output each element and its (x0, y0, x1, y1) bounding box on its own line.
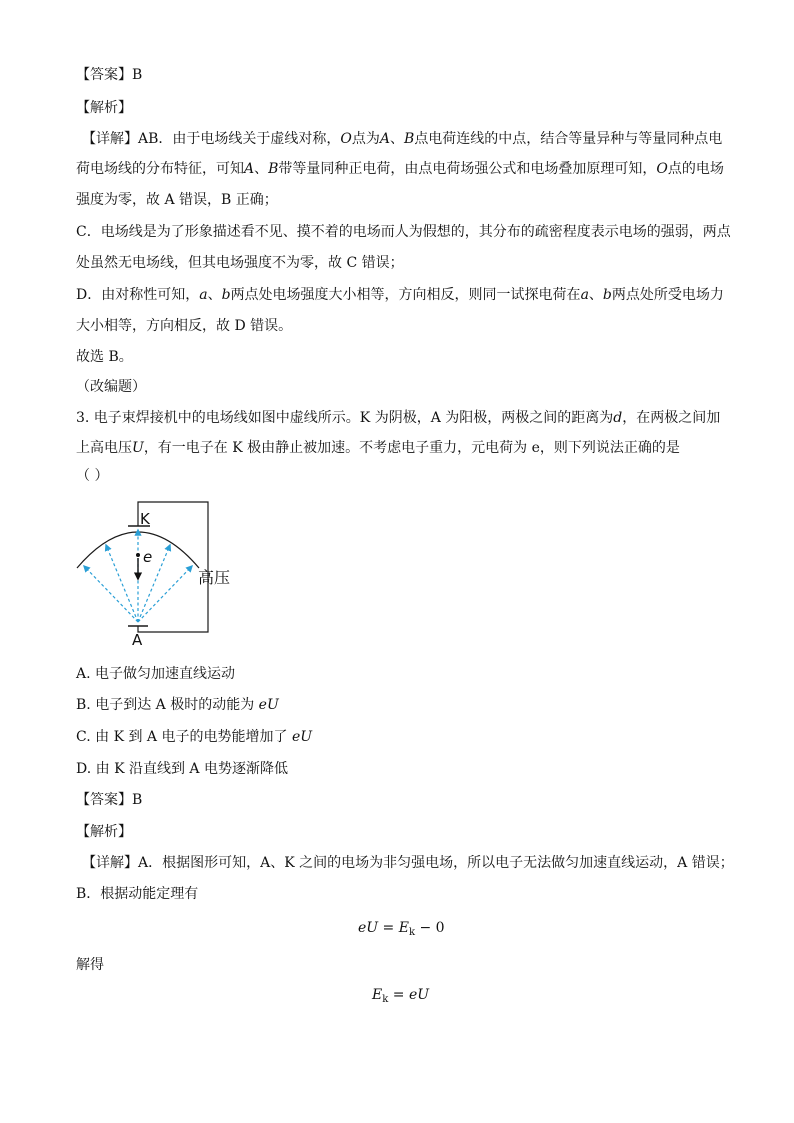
detail3-line1: 【详解】A．根据图形可知，A、K 之间的电场为非匀强电场，所以电子无法做匀加速直线运动，A 错误； (82, 855, 734, 871)
electron-beam-diagram (70, 495, 231, 655)
detail-ab-line3: 强度为零，故 A 错误，B 正确； (76, 192, 278, 208)
option-a: A. 电子做匀加速直线运动 (76, 666, 236, 682)
option-b: B. 电子到达 A 极时的动能为 eU (76, 697, 279, 713)
option-d: D. 由 K 沿直线到 A 电势逐渐降低 (76, 761, 288, 777)
analysis-heading: 【解析】 (76, 100, 132, 116)
label-k: K (140, 510, 150, 528)
detail3-line2: B．根据动能定理有 (76, 886, 199, 902)
adapted-note: （改编题） (76, 379, 146, 395)
equation-result: $E_k$ = eU (372, 987, 430, 1005)
question3-line1: 3. 电子束焊接机中的电场线如图中虚线所示。K 为阴极，A 为阳极，两极之间的距离为d，在两极之间加 (76, 410, 721, 426)
field-line (106, 545, 138, 622)
detail-d-line1: D．由对称性可知，a、b两点处电场强度大小相等，方向相反，则同一试探电荷在a、b两点处所受电场力 (76, 287, 724, 303)
detail-c-line1: C．电场线是为了形象描述看不见、摸不着的电场而人为假想的，其分布的疏密程度表示电场的强弱，两点 (76, 224, 731, 240)
answer-blank: （ ） (76, 468, 109, 484)
label-e: e (143, 548, 153, 566)
field-line (84, 566, 138, 622)
question3-line2: 上高电压U，有一电子在 K 极由静止被加速。不考虑电子重力，元电荷为 e，则下列说法正确的是 (76, 440, 680, 456)
electron-dot (136, 553, 140, 557)
solve-label: 解得 (76, 957, 104, 973)
label-voltage: 高压 (198, 568, 231, 587)
answer-line-q3: 【答案】B (76, 792, 143, 808)
detail-c-line2: 处虽然无电场线，但其电场强度不为零，故 C 错误； (76, 255, 404, 271)
equation-kinetic-energy-theorem: eU = $E_k - 0$ (358, 920, 445, 938)
analysis-heading-q3: 【解析】 (76, 824, 132, 840)
option-c: C. 由 K 到 A 电子的电势能增加了 eU (76, 729, 313, 745)
answer-line: 【答案】B (76, 67, 143, 83)
detail-ab-line1: 【详解】AB．由于电场线关于虚线对称，O点为A、B点电荷连线的中点，结合等量异种与等量同种点电 (82, 131, 723, 147)
detail-d-line2: 大小相等，方向相反，故 D 错误。 (76, 318, 293, 334)
field-line (138, 566, 192, 622)
label-a: A (132, 631, 143, 649)
detail-ab-line2: 荷电场线的分布特征，可知A、B带等量同种正电荷，由点电荷场强公式和电场叠加原理可知，O点的电场 (76, 161, 724, 177)
choose-line: 故选 B。 (76, 349, 133, 365)
